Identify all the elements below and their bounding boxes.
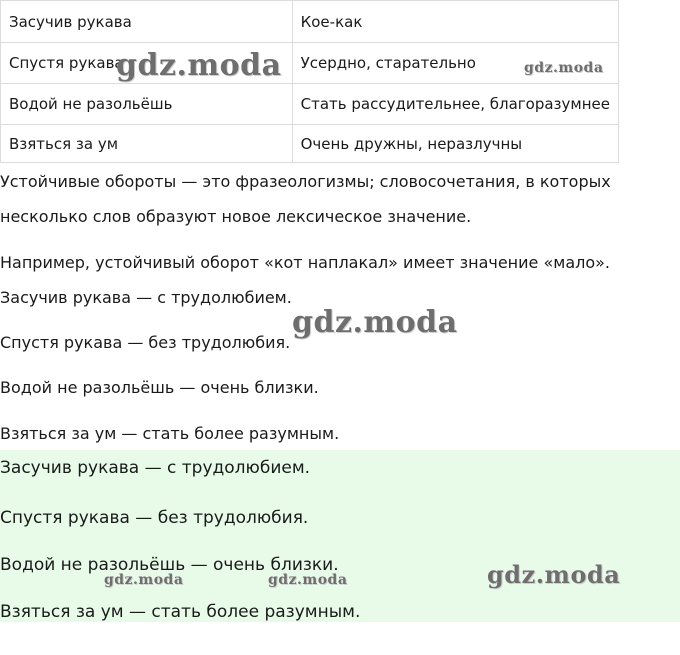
table-cell-meaning: Стать рассудительнее, благоразумнее [292,84,618,125]
explanation-item: Спустя рукава — без трудолюбия. [0,333,291,352]
explanation-line-1: Устойчивые обороты — это фразеологизмы; словосочетания, в которых [0,172,611,191]
table-cell-meaning: Кое-как [292,1,618,43]
watermark: gdz.moda [268,572,348,588]
table-cell-phrase: Засучив рукава [1,1,293,43]
answer-line: Водой не разольёшь — очень близки. [0,555,339,575]
watermark: gdz.moda [524,60,604,76]
example-line: Например, устойчивый оборот «кот наплакал» имеет значение «мало». [0,253,611,272]
table-cell-meaning: Усердно, старательно [292,43,618,84]
explanation-item: Взяться за ум — стать более разумным. [0,424,340,443]
table-cell-phrase: Водой не разольёшь [1,84,293,125]
watermark: gdz.moda [104,572,184,588]
explanation-item: Водой не разольёшь — очень близки. [0,378,319,397]
table-row [1,84,619,125]
answer-line: Спустя рукава — без трудолюбия. [0,508,309,528]
explanation-line-2: несколько слов образуют новое лексическое значение. [0,207,472,226]
answer-block [0,450,680,622]
explanation-item: Засучив рукава — с трудолюбием. [0,288,292,307]
phrase-matching-table [0,0,619,163]
watermark: gdz.moda [292,305,458,340]
table-row [1,125,619,163]
table-row [1,1,619,43]
table-cell-phrase: Взяться за ум [1,125,293,163]
answer-line: Взяться за ум — стать более разумным. [0,602,361,622]
watermark: gdz.moda [116,48,282,83]
table-cell-meaning: Очень дружны, неразлучны [292,125,618,163]
watermark: gdz.moda [487,560,621,589]
answer-line: Засучив рукава — с трудолюбием. [0,458,311,478]
table-cell-phrase: Спустя рукава [1,43,293,84]
